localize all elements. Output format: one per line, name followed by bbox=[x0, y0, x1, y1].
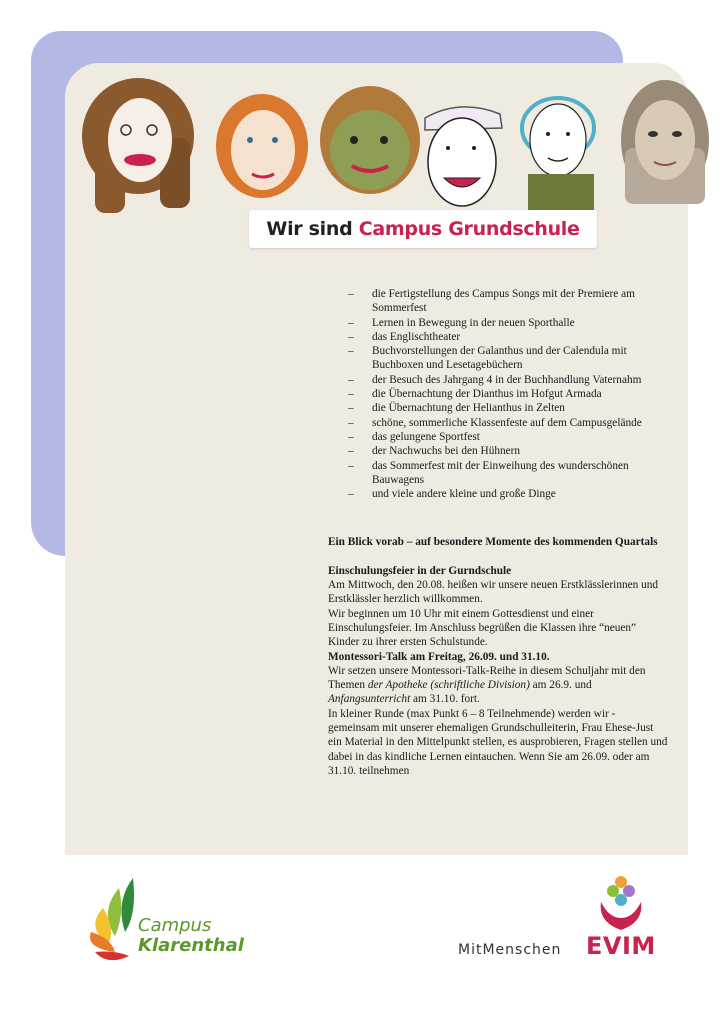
campus-klarenthal-wordmark bbox=[138, 916, 244, 956]
dash-marker: – bbox=[348, 373, 354, 386]
list-item bbox=[328, 387, 668, 401]
dash-marker: – bbox=[348, 330, 354, 343]
dash-marker: – bbox=[348, 316, 354, 329]
page-title-highlight: Campus Grundschule bbox=[358, 218, 580, 240]
list-item bbox=[328, 444, 668, 458]
dash-marker: – bbox=[348, 288, 354, 300]
list-item-text: der Nachwuchs bei den Hühnern bbox=[372, 445, 521, 458]
list-item-text: der Besuch des Jahrgang 4 in der Buchhandlung Vaternahm bbox=[372, 373, 642, 386]
list-item bbox=[328, 401, 668, 415]
list-item-text: das Sommerfest mit der Einweihung des wunderschönen Bauwagens bbox=[372, 459, 629, 486]
dash-marker: – bbox=[348, 488, 354, 501]
drawing-face-4 bbox=[425, 107, 502, 206]
einschulung-title bbox=[328, 564, 668, 578]
list-item bbox=[328, 344, 668, 373]
drawing-face-6 bbox=[621, 80, 709, 204]
list-item-text: die Übernachtung der Helianthus in Zelten bbox=[372, 402, 565, 415]
montessori-paragraph-2: In kleiner Runde (max Punkt 6 – 8 Teilnehmende) werden wir - gemeinsam mit unserer ehemaligen Grundschulleiterin, Frau Ehese-Just ein Material in den Mittelpunkt stellen, es ausprobieren, Fragen stellen und dabei in das kindliche Lernen eintauchen. Wenn Sie am 26.09. oder am 31.10. teilnehmen bbox=[328, 707, 668, 777]
page-title-box bbox=[249, 210, 597, 248]
montessori-title-text: Montessori-Talk am Freitag, 26.09. und 31.10. bbox=[328, 650, 550, 663]
list-item-text: die Fertigstellung des Campus Songs mit der Premiere am Sommerfest bbox=[372, 288, 635, 315]
montessori-text-b: am 26.9. und bbox=[529, 679, 592, 692]
list-item-text: schöne, sommerliche Klassenfeste auf dem Campusgelände bbox=[372, 416, 642, 429]
campus-wordmark-line-2: Klarenthal bbox=[138, 935, 244, 956]
dash-marker: – bbox=[348, 416, 354, 429]
list-item-text: das Englischtheater bbox=[372, 330, 461, 343]
list-item bbox=[328, 416, 668, 430]
montessori-title bbox=[328, 650, 668, 664]
dash-marker: – bbox=[348, 345, 354, 358]
montessori-text-a: Wir setzen unsere Montessori-Talk-Reihe in diesem Schuljahr mit den Themen bbox=[328, 664, 646, 692]
montessori-topic-1: der Apotheke (schriftliche Division) bbox=[367, 679, 530, 692]
montessori-text-c: am 31.10. fort. bbox=[410, 693, 480, 706]
list-item bbox=[328, 330, 668, 344]
drawing-face-5 bbox=[522, 98, 594, 210]
drawing-face-2 bbox=[216, 94, 308, 198]
montessori-paragraph-1 bbox=[328, 664, 668, 707]
dash-marker: – bbox=[348, 459, 354, 472]
dash-marker: – bbox=[348, 445, 354, 458]
evim-wordmark: EVIM bbox=[586, 932, 656, 960]
preview-heading-text: Ein Blick vorab – auf besondere Momente des kommenden Quartals bbox=[328, 536, 658, 549]
dash-marker: – bbox=[348, 388, 354, 401]
list-item bbox=[328, 487, 668, 501]
dash-marker: – bbox=[348, 430, 354, 443]
list-item-text: und viele andere kleine und große Dinge bbox=[372, 488, 556, 501]
preview-heading bbox=[328, 535, 668, 549]
drawing-face-3 bbox=[320, 86, 420, 194]
dash-marker: – bbox=[348, 402, 354, 415]
list-item-text: Lernen in Bewegung in der neuen Sporthalle bbox=[372, 316, 575, 329]
montessori-topic-2: Anfangsunterricht bbox=[328, 693, 411, 706]
list-item-text: das gelungene Sportfest bbox=[372, 430, 480, 443]
list-item bbox=[328, 316, 668, 330]
list-item bbox=[328, 430, 668, 444]
main-content bbox=[328, 287, 668, 778]
page-title-prefix: Wir sind bbox=[266, 218, 359, 240]
campus-wordmark-line-1: Campus bbox=[138, 915, 212, 936]
mitmenschen-wordmark: MitMenschen bbox=[458, 942, 562, 958]
list-item-text: Buchvorstellungen der Galanthus und der Calendula mit Buchboxen und Lesetagebüchern bbox=[372, 345, 627, 372]
einschulung-paragraph-1: Am Mittwoch, den 20.08. heißen wir unsere neuen Erstklässlerinnen und Erstklässler herzlich willkommen. bbox=[328, 579, 659, 606]
einschulung-paragraph-2: Wir beginnen um 10 Uhr mit einem Gottesdienst und einer Einschulungsfeier. Im Anschluss begrüßen die Klassen ihre “neuen” Kinder zu ihrer ersten Schulstunde. bbox=[328, 607, 637, 649]
drawing-face-1 bbox=[82, 78, 194, 213]
children-drawings-illustration bbox=[80, 78, 720, 218]
list-item-text: die Übernachtung der Dianthus im Hofgut Armada bbox=[372, 388, 602, 401]
list-item bbox=[328, 287, 668, 316]
einschulung-title-text: Einschulungsfeier in der Gurndschule bbox=[328, 564, 512, 577]
list-item bbox=[328, 373, 668, 387]
highlights-list bbox=[328, 287, 668, 501]
list-item bbox=[328, 459, 668, 488]
